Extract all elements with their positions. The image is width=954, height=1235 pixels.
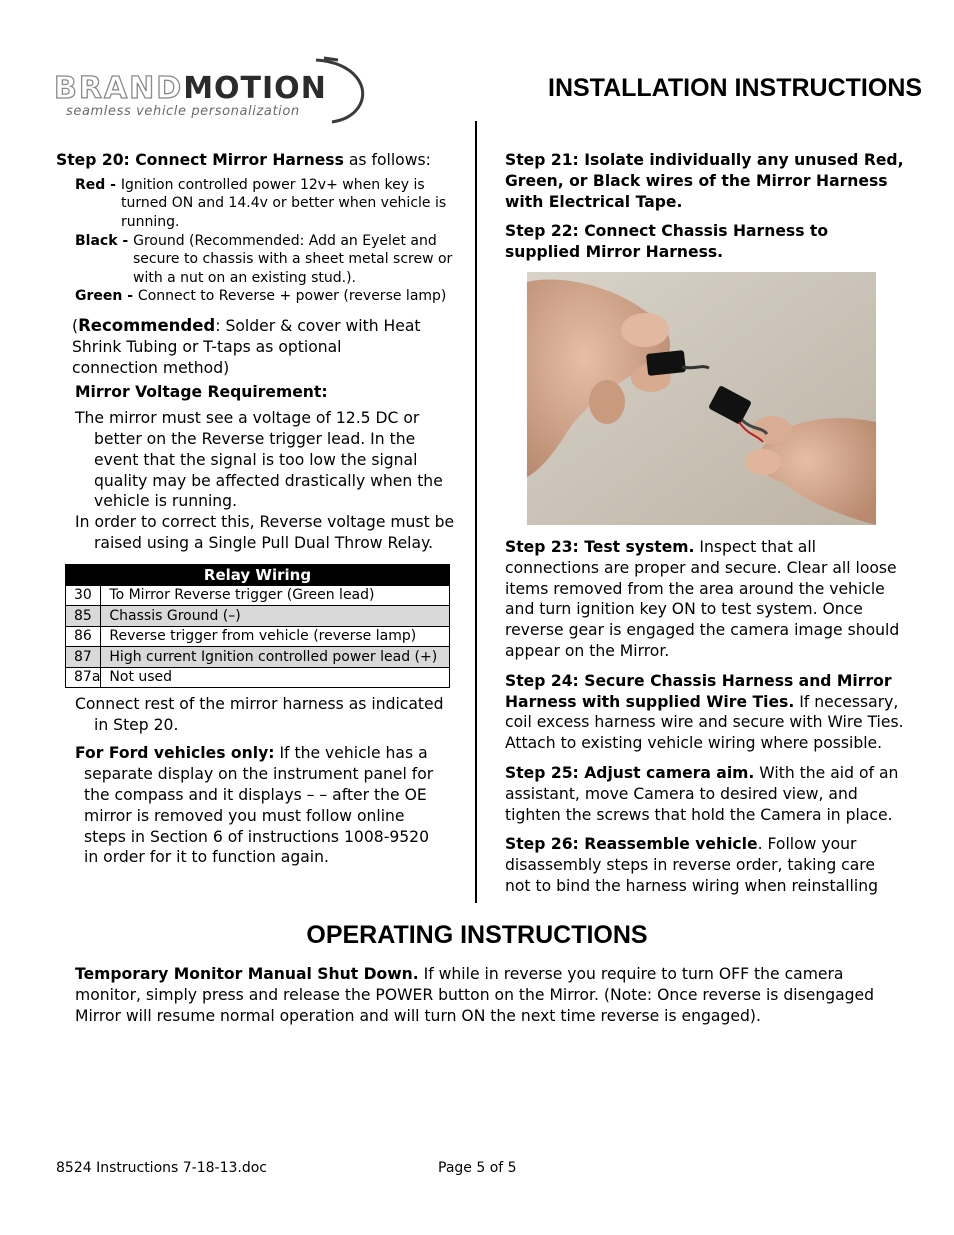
logo-tagline: seamless vehicle personalization (66, 104, 300, 119)
ford-note: For Ford vehicles only: If the vehicle has a separate display on the instrument panel for the compass and it displays – – after the OE mirror is removed you must follow online steps in Section 6 of instructions 1008-9520 in order for it to function again. (75, 744, 434, 867)
table-row: 87a Not used (66, 667, 450, 688)
relay-table-wrap (56, 564, 456, 692)
voltage-heading: Mirror Voltage Requirement: (75, 383, 328, 402)
wire-red: Red - Ignition controlled power 12v+ when key is turned ON and 14.4v or better when vehicle is running. (75, 176, 447, 230)
table-row: 30 To Mirror Reverse trigger (Green lead) (66, 585, 450, 606)
operating-title: OPERATING INSTRUCTIONS (306, 921, 648, 949)
voltage-paragraph-2: In order to correct this, Reverse voltage must be raised using a Single Pull Dual Throw Relay. (75, 513, 455, 552)
logo-wordmark: BRANDMOTION (54, 71, 327, 106)
table-row: 85 Chassis Ground (–) (66, 606, 450, 627)
footer-page-number: Page 5 of 5 (438, 1160, 517, 1176)
recommended-note: (Recommended: Solder & cover with Heat Shrink Tubing or T-taps as optional connection method) (72, 315, 421, 377)
step25: Step 25: Adjust camera aim. With the aid of an assistant, move Camera to desired view, and tighten the screws that hold the Camera in place. (505, 763, 899, 824)
connector-photo (527, 272, 876, 525)
table-row: 87 High current Ignition controlled power lead (+) (66, 647, 450, 668)
wire-list (75, 176, 456, 306)
wire-black: Black - Ground (Recommended: Add an Eyelet and secure to chassis with a sheet metal screw or with a nut on an existing stud.). (75, 232, 453, 286)
relay-wiring-table (65, 564, 450, 689)
operating-paragraph: Temporary Monitor Manual Shut Down. If while in reverse you require to turn OFF the camera monitor, simply press and release the POWER button on the Mirror. (Note: Once reverse is disengaged Mirror will resume normal operation and will turn ON the next time reverse is engaged). (75, 965, 875, 1025)
wire-green: Green - Connect to Reverse + power (reverse lamp) (75, 288, 447, 305)
relay-table-header: Relay Wiring (66, 564, 450, 585)
left-column (56, 150, 456, 868)
connect-rest-note: Connect rest of the mirror harness as indicated in Step 20. (75, 694, 444, 734)
right-column-lower (505, 537, 905, 897)
table-row: 86 Reverse trigger from vehicle (reverse lamp) (66, 626, 450, 647)
step21: Step 21: Isolate individually any unused Red, Green, or Black wires of the Mirror Harness with Electrical Tape. (505, 151, 904, 211)
step26: Step 26: Reassemble vehicle. Follow your disassembly steps in reverse order, taking care not to bind the harness wiring when reinstalling (505, 835, 878, 895)
brandmotion-logo (54, 56, 370, 126)
harness-connector-photo-icon (527, 272, 876, 525)
step24: Step 24: Secure Chassis Harness and Mirror Harness with supplied Wire Ties. If necessary, coil excess harness wire and secure with Wire Ties. Attach to existing vehicle wiring where possible. (505, 671, 904, 753)
footer-filename: 8524 Instructions 7-18-13.doc (56, 1160, 267, 1176)
right-column (505, 150, 905, 263)
step23: Step 23: Test system. Inspect that all connections are proper and secure. Clear all loose items removed from the area around the vehicle and turn ignition key ON to test system. Once reverse gear is engaged the camera image should appear on the Mirror. (505, 538, 900, 660)
voltage-paragraph-1: The mirror must see a voltage of 12.5 DC or better on the Reverse trigger lead. In the event that the signal is too low the signal quality may be affected drastically when the vehicle is running. (75, 409, 443, 511)
column-divider (475, 121, 477, 903)
step20-heading: Step 20: Connect Mirror Harness as follows: (56, 151, 431, 169)
step22: Step 22: Connect Chassis Harness to supplied Mirror Harness. (505, 222, 829, 262)
page-title: INSTALLATION INSTRUCTIONS (548, 74, 923, 102)
